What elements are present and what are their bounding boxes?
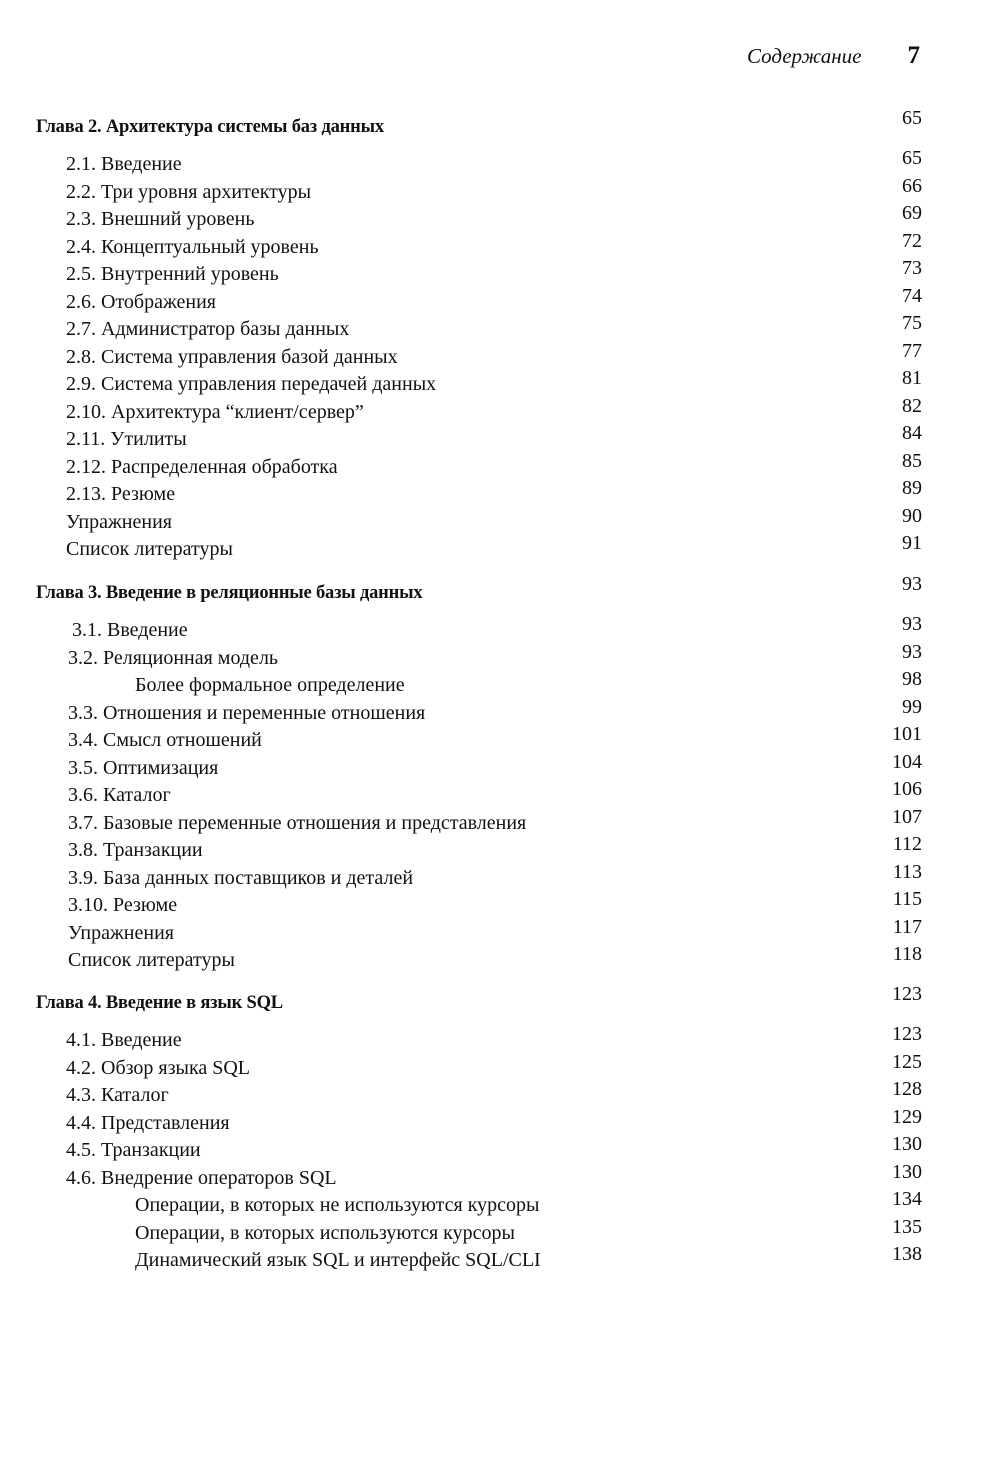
chapter-page: 123 xyxy=(892,983,922,1005)
entry-title: 4.3. Каталог xyxy=(66,1084,169,1106)
entry-page: 89 xyxy=(902,477,922,499)
entry-page: 90 xyxy=(902,504,922,527)
entry-page: 135 xyxy=(892,1215,922,1238)
toc-entry xyxy=(0,477,1000,511)
toc-entry xyxy=(0,1133,1000,1167)
entry-page: 106 xyxy=(892,778,922,800)
toc-entry xyxy=(0,504,1000,539)
toc-subentry xyxy=(0,1188,1000,1222)
toc-subentry xyxy=(0,1243,1000,1277)
entry-page: 130 xyxy=(892,1133,922,1155)
toc-entry xyxy=(0,202,1000,236)
entry-title: 2.8. Система управления базой данных xyxy=(66,345,398,368)
entry-page: 82 xyxy=(902,394,922,417)
entry-title: 3.1. Введение xyxy=(72,619,188,641)
entry-title: 2.2. Три уровня архитектуры xyxy=(66,180,312,203)
entry-page: 81 xyxy=(902,367,922,389)
entry-title: 3.8. Транзакции xyxy=(68,839,203,861)
entry-title: 3.9. База данных поставщиков и деталей xyxy=(68,866,414,889)
entry-title: 2.10. Архитектура “клиент/сервер” xyxy=(66,400,364,423)
entry-title: 4.4. Представления xyxy=(66,1111,230,1134)
entry-title: 3.7. Базовые переменные отношения и представления xyxy=(68,811,527,834)
entry-page: 117 xyxy=(892,915,922,938)
chapter-4-section xyxy=(0,983,1000,1277)
entry-title: 2.4. Концептуальный уровень xyxy=(66,235,319,258)
toc-entry xyxy=(0,943,1000,977)
toc-entry xyxy=(0,339,1000,374)
toc-subentry xyxy=(0,1215,1000,1250)
entry-page: 74 xyxy=(902,284,922,307)
entry-page: 66 xyxy=(902,174,922,197)
toc-entry xyxy=(0,257,1000,291)
entry-title: 2.5. Внутренний уровень xyxy=(66,263,279,285)
entry-page: 107 xyxy=(892,805,922,828)
chapter-heading xyxy=(0,983,1000,1029)
entry-page: 72 xyxy=(902,229,922,252)
entry-page: 130 xyxy=(892,1160,922,1183)
running-title: Содержание xyxy=(746,44,862,68)
chapter-title: Глава 3. Введение в реляционные базы данных xyxy=(36,583,423,603)
entry-title: 3.5. Оптимизация xyxy=(68,756,219,779)
entry-title: 2.13. Резюме xyxy=(66,483,176,505)
chapter-page: 93 xyxy=(902,573,922,595)
entry-page: 85 xyxy=(902,449,922,472)
running-head xyxy=(747,42,920,70)
toc-subentry xyxy=(0,668,1000,702)
entry-title: 2.6. Отображения xyxy=(66,290,217,313)
toc-entry xyxy=(0,532,1000,566)
entry-title: Динамический язык SQL и интерфейс SQL/CLI xyxy=(135,1249,541,1271)
entry-title: 2.9. Система управления передачей данных xyxy=(66,373,437,395)
chapter-title: Глава 4. Введение в язык SQL xyxy=(36,993,283,1013)
entry-title: Упражнения xyxy=(68,921,174,944)
entry-title: 2.7. Администратор базы данных xyxy=(66,318,350,340)
toc-entry xyxy=(0,778,1000,812)
toc-entry xyxy=(0,833,1000,867)
entry-title: 3.2. Реляционная модель xyxy=(68,646,279,669)
toc-entry xyxy=(0,284,1000,319)
entry-title: Более формальное определение xyxy=(135,674,405,696)
entry-page: 93 xyxy=(902,613,922,635)
entry-title: Список литературы xyxy=(68,949,235,971)
page-number: 7 xyxy=(907,42,920,69)
entry-title: 2.3. Внешний уровень xyxy=(66,208,255,230)
entry-title: 2.1. Введение xyxy=(66,153,182,175)
toc-entry xyxy=(0,1023,1000,1057)
entry-title: 3.6. Каталог xyxy=(68,784,171,806)
chapter-page: 65 xyxy=(902,107,922,129)
entry-title: 2.11. Утилиты xyxy=(66,428,187,450)
toc-entry xyxy=(0,695,1000,730)
entry-page: 138 xyxy=(892,1243,922,1265)
entry-page: 113 xyxy=(892,860,922,883)
entry-page: 101 xyxy=(892,723,922,745)
entry-title: 4.2. Обзор языка SQL xyxy=(66,1056,251,1079)
toc-entry xyxy=(0,1050,1000,1085)
chapter-3-section xyxy=(0,573,1000,977)
entry-page: 99 xyxy=(902,695,922,718)
toc-entry xyxy=(0,422,1000,456)
toc-entry xyxy=(0,1078,1000,1112)
chapter-heading xyxy=(0,107,1000,153)
entry-page: 129 xyxy=(892,1105,922,1128)
toc-entry xyxy=(0,723,1000,757)
entry-title: 4.1. Введение xyxy=(66,1029,182,1051)
toc-entry xyxy=(0,1105,1000,1140)
entry-page: 65 xyxy=(902,147,922,169)
entry-title: 3.4. Смысл отношений xyxy=(68,729,262,751)
entry-page: 91 xyxy=(902,532,922,554)
entry-page: 69 xyxy=(902,202,922,224)
entry-page: 93 xyxy=(902,640,922,663)
entry-page: 77 xyxy=(902,339,922,362)
toc-entry xyxy=(0,750,1000,785)
toc-entry xyxy=(0,312,1000,346)
entry-title: 4.5. Транзакции xyxy=(66,1139,201,1161)
toc-entry xyxy=(0,640,1000,675)
entry-page: 134 xyxy=(892,1188,922,1210)
toc-entry xyxy=(0,367,1000,401)
entry-title: 4.6. Внедрение операторов SQL xyxy=(66,1166,337,1189)
toc-entry xyxy=(0,1160,1000,1195)
toc-entry xyxy=(0,229,1000,264)
entry-title: Упражнения xyxy=(66,510,172,533)
entry-page: 118 xyxy=(892,943,922,965)
toc-entry xyxy=(0,613,1000,647)
entry-page: 123 xyxy=(892,1023,922,1045)
toc-entry xyxy=(0,888,1000,922)
toc-entry xyxy=(0,147,1000,181)
entry-page: 115 xyxy=(892,888,922,910)
entry-page: 84 xyxy=(902,422,922,444)
entry-title: 2.12. Распределенная обработка xyxy=(66,455,338,478)
entry-title: Список литературы xyxy=(66,538,233,560)
entry-page: 125 xyxy=(892,1050,922,1073)
toc-entry xyxy=(0,449,1000,484)
toc-entry xyxy=(0,915,1000,950)
entry-title: 3.10. Резюме xyxy=(68,894,178,916)
entry-title: Операции, в которых используются курсоры xyxy=(135,1221,515,1244)
entry-page: 98 xyxy=(902,668,922,690)
entry-page: 73 xyxy=(902,257,922,279)
entry-title: 3.3. Отношения и переменные отношения xyxy=(68,701,426,724)
entry-page: 75 xyxy=(902,312,922,334)
toc-entry xyxy=(0,394,1000,429)
chapter-2-section xyxy=(0,107,1000,566)
chapter-heading xyxy=(0,573,1000,619)
entry-page: 112 xyxy=(892,833,922,855)
entry-title: Операции, в которых не используются курсоры xyxy=(135,1194,540,1216)
entry-page: 128 xyxy=(892,1078,922,1100)
chapter-title: Глава 2. Архитектура системы баз данных xyxy=(36,117,384,137)
toc-entry xyxy=(0,860,1000,895)
entry-page: 104 xyxy=(892,750,922,773)
toc-entry xyxy=(0,805,1000,840)
toc-entry xyxy=(0,174,1000,209)
